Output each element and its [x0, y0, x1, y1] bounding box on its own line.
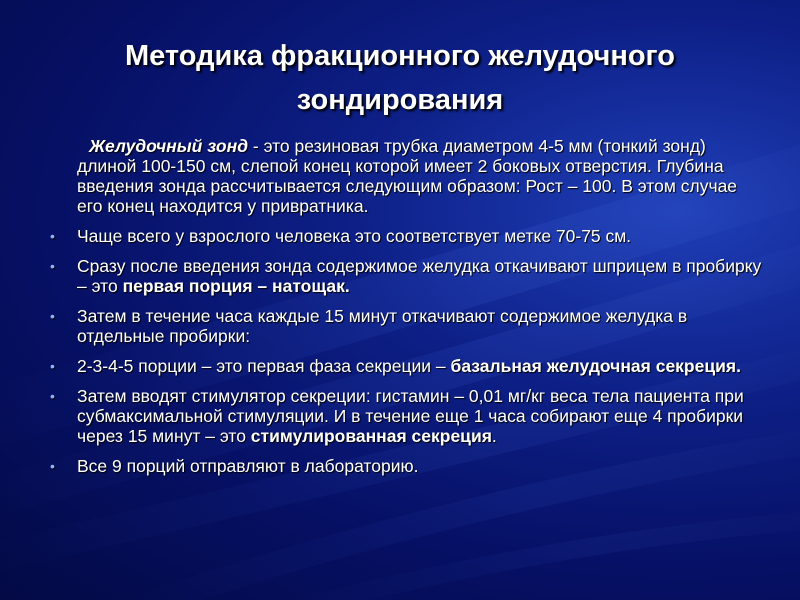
- bullet-text: Затем в течение часа каждые 15 минут откачивают содержимое желудка в отдельные пробирки:: [77, 306, 688, 346]
- slide-title: Методика фракционного желудочного зондирования: [125, 40, 675, 116]
- bullet-dot-icon: •: [50, 228, 55, 244]
- intro-paragraph: [50, 136, 765, 216]
- list-item: [50, 356, 765, 376]
- bullet-text: 2-3-4-5 порции – это первая фаза секреции –: [77, 356, 451, 376]
- bullet-text: Затем вводят стимулятор секреции: гистамин – 0,01 мг/кг веса тела пациента при субмаксимальной стимуляции. И в течение еще 1 часа собирают еще 4 пробирки через 15 минут – это: [77, 386, 744, 446]
- bullet-emphasis: стимулированная секреция: [250, 426, 492, 446]
- list-item: [50, 456, 765, 476]
- bullet-text: Сразу после введения зонда содержимое желудка откачивают шприцем в пробирку – это: [77, 256, 762, 296]
- list-item: [50, 386, 765, 446]
- bullet-dot-icon: •: [50, 358, 55, 374]
- list-item: [50, 306, 765, 346]
- bullet-emphasis: первая порция – натощак.: [122, 276, 350, 296]
- list-item: [50, 256, 765, 296]
- intro-term: Желудочный зонд: [89, 136, 249, 156]
- bullet-emphasis: базальная желудочная секреция.: [450, 356, 741, 376]
- intro-text: - это резиновая трубка диаметром 4-5 мм (тонкий зонд) длиной 100-150 см, слепой конец которой имеет 2 боковых отверстия. Глубина введения зонда рассчитывается следующим образом: Рост – 100. В этом случае его конец находится у привратника.: [77, 136, 738, 216]
- bullet-text: Все 9 порций отправляют в лабораторию.: [77, 456, 419, 476]
- bullet-text: Чаще всего у взрослого человека это соответствует метке 70-75 см.: [77, 226, 632, 246]
- bullet-dot-icon: •: [50, 308, 55, 324]
- slide-content: [50, 136, 765, 486]
- list-item: [50, 226, 765, 246]
- bullet-dot-icon: •: [50, 258, 55, 274]
- bullet-text-end: .: [491, 426, 497, 446]
- bullet-dot-icon: •: [50, 458, 55, 474]
- bullet-dot-icon: •: [50, 388, 55, 404]
